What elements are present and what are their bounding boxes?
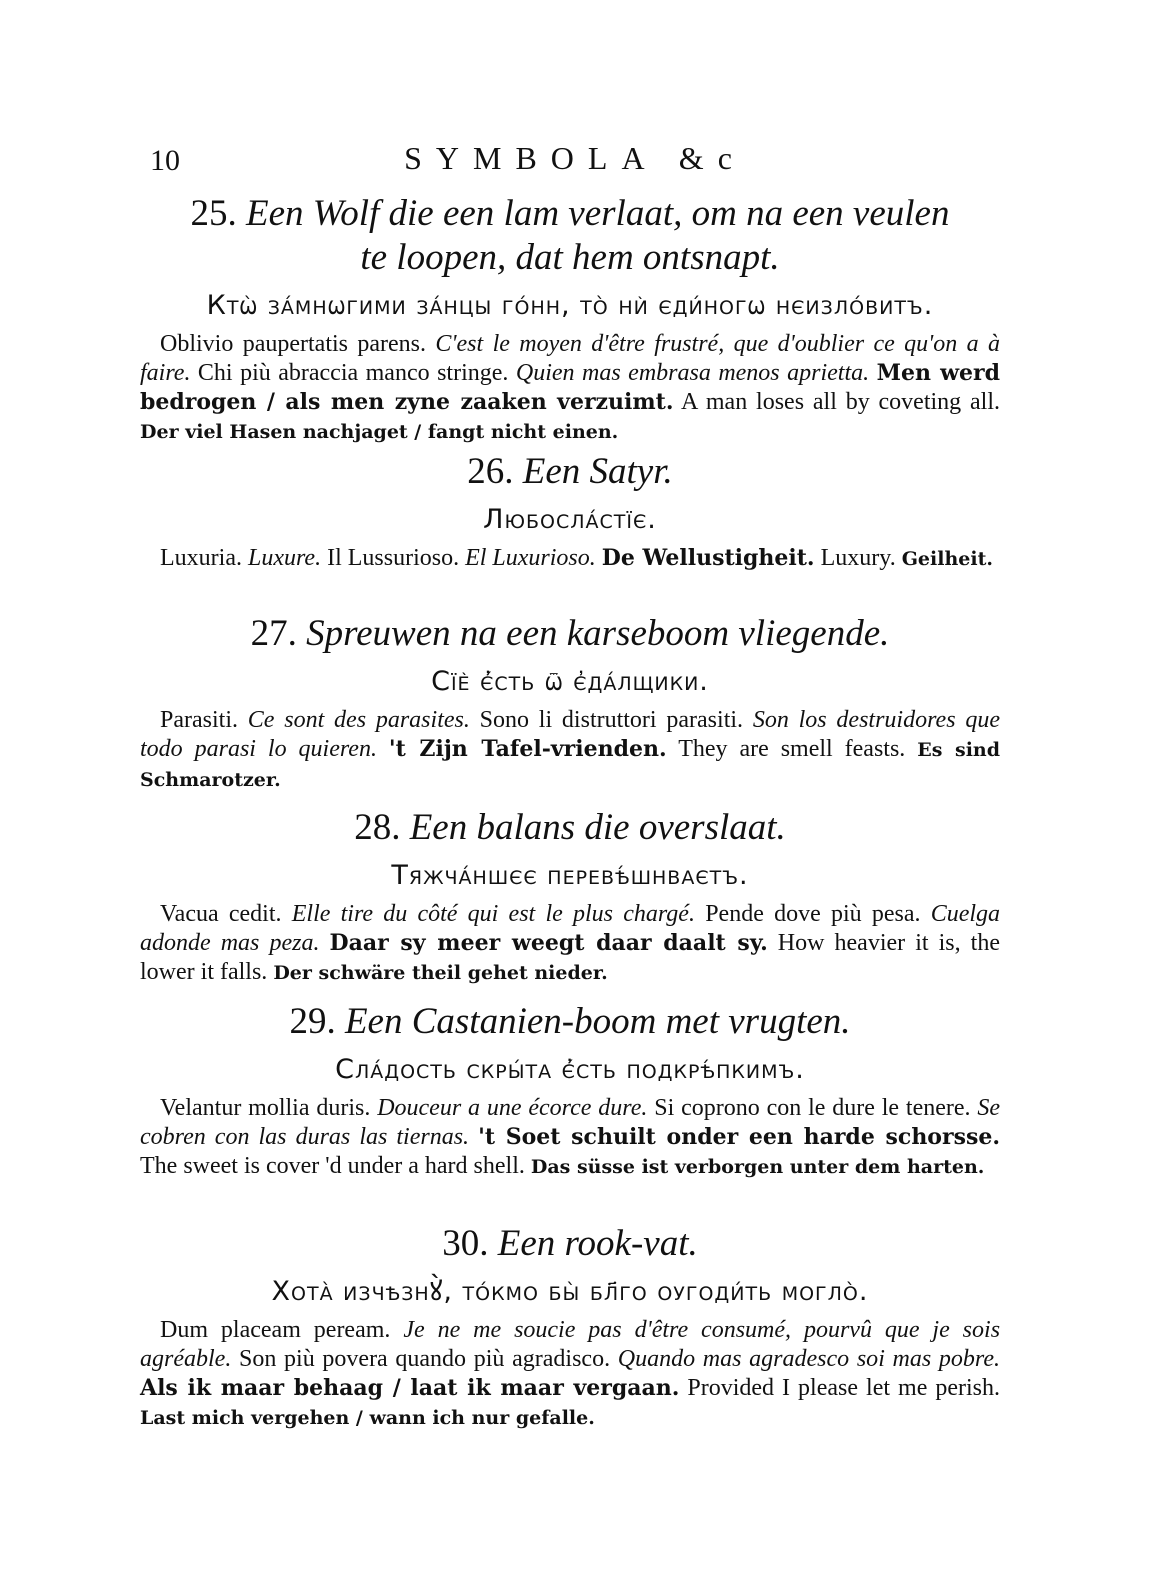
emblem-title-line: Een rook-vat. [497,1223,698,1264]
emblem-title-line: te loopen, dat hem ontsnapt. [360,237,780,278]
emblem-title-line: Een balans die overslaat. [409,807,786,848]
spanish-motto: Son los destruidores que todo parasi lo quieren. [140,707,1000,762]
dutch-motto: 't Soet schuilt onder een harde schorsse. [478,1124,1001,1150]
emblem-title-line: Een Satyr. [522,451,673,492]
emblem-25 [140,192,1000,447]
english-motto: Luxury. [820,545,896,571]
french-motto: Douceur a une écorce dure. [377,1095,648,1121]
german-motto: Geilheit. [901,548,993,570]
slavonic-motto: Сла́дость скры́та є̓́сть подкрѣ́пкимъ. [335,1054,805,1085]
emblem-title [140,192,1000,280]
emblem-title [140,612,1000,656]
english-motto: A man loses all by coveting all. [681,389,1000,415]
emblem-title-line: Spreuwen na een karseboom vliegende. [306,613,890,654]
running-title: SYMBOLA &c [404,140,746,176]
latin-motto: Luxuria. [160,545,242,571]
emblem-number: 28. [354,807,401,848]
emblem-translations [140,1316,1000,1433]
emblem-title [140,806,1000,850]
dutch-motto: Als ik maar behaag / laat ik maar vergaan. [140,1375,680,1401]
slavonic-motto: Хота̀ изчѣзнꙋ̀, то́кмо бы̀ бл҃го оугоди́ть могло̀. [271,1276,869,1307]
emblem-translations [140,1094,1000,1182]
latin-motto: Oblivio paupertatis parens. [160,331,427,357]
english-motto: Provided I please let me perish. [687,1375,1001,1401]
french-motto: Elle tire du côté qui est le plus chargé. [291,901,695,927]
emblem-title [140,450,1000,494]
dutch-motto: Men werd bedrogen / als men zyne zaaken verzuimt. [140,360,1001,415]
emblem-27 [140,612,1000,795]
english-motto: How heavier it is, the lower it falls. [140,930,1000,985]
latin-motto: Velantur mollia duris. [160,1095,371,1121]
emblem-translations [140,706,1000,795]
spanish-motto: El Luxurioso. [465,545,596,571]
french-motto: C'est le moyen d'être frustré, que d'oublier ce qu'on a à faire. [140,331,1000,386]
german-motto: Das süsse ist verborgen unter dem harten. [530,1156,985,1178]
slavonic-motto: Ктѡ̀ за́мнѡгими за́нцы го́нн, то̀ нѝ єди́ногѡ нєизло́витъ. [206,290,934,321]
latin-motto: Vacua cedit. [160,901,282,927]
latin-motto: Dum placeam peream. [160,1317,391,1343]
spanish-motto: Se cobren con las duras las tiernas. [140,1095,1001,1150]
emblem-number: 27. [250,613,297,654]
emblem-number: 26. [467,451,514,492]
emblem-translations [140,330,1000,447]
slavonic-motto: Сїѐ є̓́сть ѿ є̓да́лщики. [431,666,709,697]
emblem-title [140,1000,1000,1044]
emblem-title [140,1222,1000,1266]
slavonic-motto: Тяжча́ншєє перевѣ́шнваєтъ. [391,860,749,891]
spanish-motto: Cuelga adonde mas peza. [140,901,1001,956]
italian-motto: Chi più abraccia manco stringe. [197,360,509,386]
emblem-30 [140,1222,1000,1433]
german-motto: Der schwäre theil gehet nieder. [273,962,608,984]
emblem-translations [140,900,1000,988]
french-motto: Ce sont des parasites. [247,707,470,733]
english-motto: The sweet is cover 'd under a hard shell. [140,1153,525,1179]
italian-motto: Pende dove più pesa. [705,901,921,927]
spanish-motto: Quien mas embrasa menos aprietta. [515,360,870,386]
page-number: 10 [150,144,180,177]
emblem-26 [140,450,1000,574]
emblem-title-line: Een Wolf die een lam verlaat, om na een veulen [246,193,950,234]
emblem-number: 25. [190,193,237,234]
italian-motto: Si coprono con le dure le tenere. [654,1095,971,1121]
emblem-number: 29. [289,1001,336,1042]
emblem-title-line: Een Castanien-boom met vrugten. [344,1001,851,1042]
spanish-motto: Quando mas agradesco soi mas pobre. [617,1346,1001,1372]
dutch-motto: Daar sy meer weegt daar daalt sy. [329,930,768,956]
emblem-number: 30. [442,1223,489,1264]
english-motto: They are smell feasts. [678,736,906,762]
italian-motto: Son più povera quando più agradisco. [239,1346,611,1372]
slavonic-motto: Любосла́стїє. [483,504,657,535]
german-motto: Es sind Schmarotzer. [140,739,1001,791]
emblem-translations [140,544,1000,574]
german-motto: Last mich vergehen / wann ich nur gefalle. [140,1407,595,1429]
dutch-motto: 't Zijn Tafel-vrienden. [388,736,667,762]
latin-motto: Parasiti. [160,707,238,733]
italian-motto: Sono li distruttori parasiti. [479,707,744,733]
emblem-28 [140,806,1000,988]
running-header [150,140,1000,186]
french-motto: Je ne me soucie pas d'être consumé, pourvû que je sois agréable. [140,1317,1001,1372]
emblem-29 [140,1000,1000,1182]
french-motto: Luxure. [247,545,322,571]
italian-motto: Il Lussurioso. [327,545,460,571]
german-motto: Der viel Hasen nachjaget / fangt nicht einen. [140,421,619,443]
dutch-motto: De Wellustigheit. [601,545,815,571]
